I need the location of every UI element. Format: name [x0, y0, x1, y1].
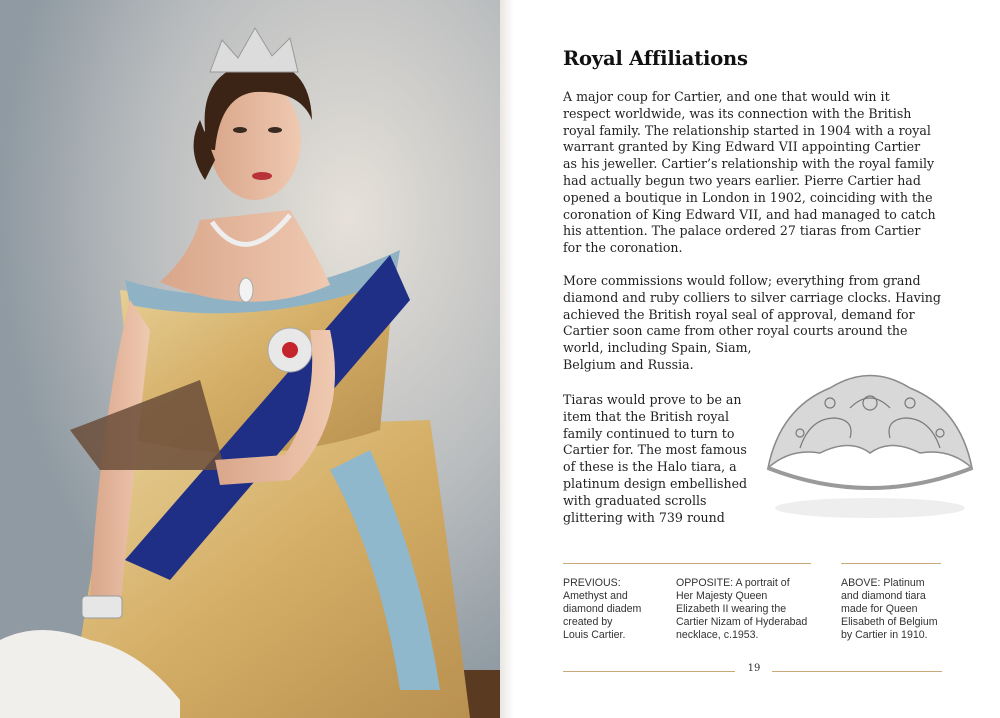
- text-line: coronation of King Edward VII, and had managed to catch: [563, 206, 936, 222]
- caption-above: [841, 577, 938, 642]
- text-line: More commissions would follow; everything from grand: [563, 273, 921, 288]
- caption-rule: [841, 563, 941, 564]
- caption-line: diamond diadem: [563, 603, 642, 615]
- text-line: item that the British royal: [563, 408, 730, 424]
- caption-line: Louis Cartier.: [563, 629, 626, 641]
- caption-rule: [676, 563, 811, 564]
- text-line: warrant granted by King Edward VII appointing Cartier: [563, 139, 921, 155]
- text-line: Belgium and Russia.: [563, 356, 694, 372]
- caption-line: Her Majesty Queen: [676, 590, 768, 602]
- text-line: had actually begun two years earlier. Pierre Cartier had: [563, 172, 921, 188]
- page-gutter: [500, 0, 514, 718]
- text-line: Cartier soon came from other royal courts around the: [563, 323, 908, 339]
- caption-line: Amethyst and: [563, 590, 628, 602]
- caption-line: Cartier Nizam of Hyderabad: [676, 616, 808, 628]
- caption-opposite: [676, 577, 807, 642]
- text-line: for the coronation.: [563, 240, 683, 256]
- caption-line: by Cartier in 1910.: [841, 629, 928, 641]
- text-line: Tiaras would prove to be an: [563, 392, 742, 407]
- caption-line: OPPOSITE: A portrait of: [676, 577, 790, 589]
- caption-line: PREVIOUS:: [563, 577, 621, 589]
- paragraph-3: [563, 392, 747, 526]
- caption-line: ABOVE: Platinum: [841, 577, 925, 589]
- text-line: with graduated scrolls: [563, 492, 707, 508]
- text-line: platinum design embellished: [563, 475, 748, 491]
- caption-line: necklace, c.1953.: [676, 629, 759, 641]
- text-line: family continued to turn to: [563, 425, 735, 441]
- text-line: his attention. The palace ordered 27 tiaras from Cartier: [563, 223, 921, 239]
- text-line: A major coup for Cartier, and one that would win it: [563, 89, 890, 104]
- footer-rule: [563, 671, 735, 672]
- text-line: of these is the Halo tiara, a: [563, 459, 737, 475]
- footer-rule: [772, 671, 942, 672]
- caption-rule: [563, 563, 683, 564]
- paragraph-1: [563, 89, 936, 257]
- caption-line: created by: [563, 616, 613, 628]
- caption-line: made for Queen: [841, 603, 918, 615]
- page-number: 19: [747, 663, 761, 674]
- text-line: opened a boutique in London in 1902, coinciding with the: [563, 189, 933, 205]
- text-line: glittering with 739 round: [563, 509, 725, 525]
- tiara-photo: [760, 358, 980, 523]
- text-line: achieved the British royal seal of approval, demand for: [563, 306, 915, 322]
- caption-line: Elizabeth II wearing the: [676, 603, 787, 615]
- text-line: world, including Spain, Siam,: [563, 340, 752, 356]
- caption-line: and diamond tiara: [841, 590, 926, 602]
- page-title: Royal Affiliations: [563, 47, 748, 70]
- caption-previous: [563, 577, 641, 642]
- text-line: Cartier for. The most famous: [563, 442, 747, 458]
- text-line: royal family. The relationship started in 1904 with a royal: [563, 122, 931, 138]
- text-line: as his jeweller. Cartier’s relationship with the royal family: [563, 156, 935, 172]
- text-line: diamond and ruby colliers to silver carriage clocks. Having: [563, 289, 941, 305]
- text-line: respect worldwide, was its connection with the British: [563, 105, 912, 121]
- caption-line: Elisabeth of Belgium: [841, 616, 938, 628]
